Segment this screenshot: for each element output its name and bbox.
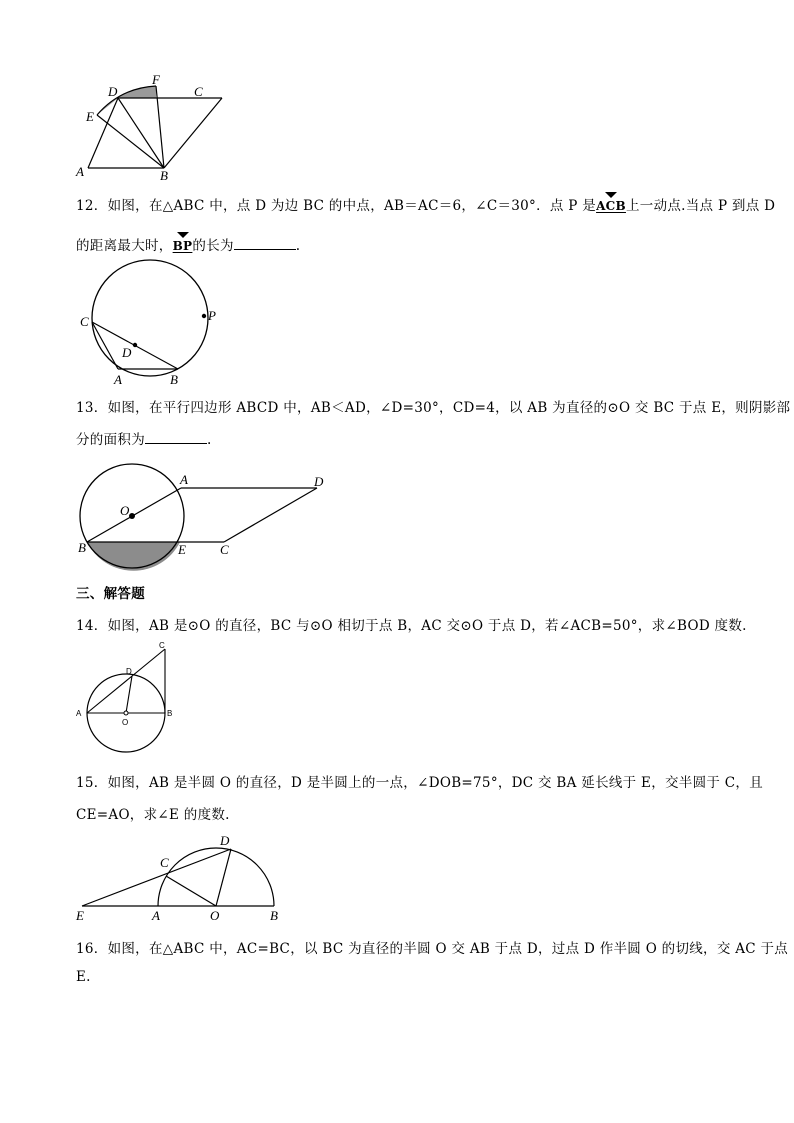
fig12-label-p: P [208, 308, 216, 323]
fig13-label-e: E [178, 542, 186, 557]
q12-line1: 12．如图，在△ABC 中，点 D 为边 BC 的中点，AB＝AC＝6，∠C＝30°．点 P 是ACB上一动点.当点 P 到点 D [76, 198, 776, 214]
fig13-label-a: A [180, 472, 188, 487]
figure-q15 [74, 830, 294, 925]
fig15-label-e: E [76, 908, 84, 923]
fig11-label-b: B [160, 168, 168, 183]
q13-answer-blank [145, 431, 207, 444]
q15-line1: 15．如图，AB 是半圆 O 的直径，D 是半圆上的一点，∠DOB=75°，DC 交 BA 延长线于 E，交半圆于 C，且 [76, 775, 764, 791]
fig11-label-f: F [152, 72, 160, 87]
fig15-label-o: O [210, 908, 220, 923]
fig12-label-a: A [114, 372, 122, 387]
q16-line2: E. [76, 969, 91, 985]
fig14-label-a: A [76, 709, 82, 718]
fig14-label-d: D [126, 667, 132, 676]
fig13-label-c: C [220, 542, 229, 557]
fig12-label-c: C [80, 314, 89, 329]
q14-line1: 14．如图，AB 是⊙O 的直径，BC 与⊙O 相切于点 B，AC 交⊙O 于点 D，若∠ACB=50°，求∠BOD 度数. [76, 618, 747, 634]
q12-line2: 的距离最大时，BP的长为 . [76, 238, 301, 254]
figure-q11 [70, 72, 230, 182]
arc-acb-notation: ACB [596, 199, 626, 213]
fig15-label-c: C [160, 855, 169, 870]
fig14-label-b: B [167, 709, 173, 718]
q13-line1: 13．如图，在平行四边形 ABCD 中，AB＜AD，∠D=30°，CD=4，以 AB 为直径的⊙O 交 BC 于点 E，则阴影部 [76, 400, 791, 416]
figure-q12 [74, 262, 234, 392]
fig15-label-b: B [270, 908, 278, 923]
fig13-label-d: D [314, 474, 324, 489]
q16-line1: 16．如图，在△ABC 中，AC=BC，以 BC 为直径的半圆 O 交 AB 于点 D，过点 D 作半圆 O 的切线，交 AC 于点 [76, 941, 789, 957]
figure-q13 [74, 460, 344, 570]
fig12-label-d: D [122, 345, 132, 360]
fig15-label-d: D [220, 833, 230, 848]
fig15-label-a: A [152, 908, 160, 923]
figure-q14 [74, 640, 184, 760]
arc-bp-notation: BP [172, 239, 193, 253]
section-title-answer-questions: 三、解答题 [76, 586, 145, 602]
fig14-label-o: O [122, 718, 129, 727]
fig11-label-c: C [194, 84, 203, 99]
fig13-label-o: O [120, 503, 130, 518]
fig11-label-e: E [86, 109, 94, 124]
fig13-label-b: B [78, 540, 86, 555]
q13-line2: 分的面积为 . [76, 432, 212, 448]
q12-answer-blank [234, 237, 296, 250]
fig12-label-b: B [170, 372, 178, 387]
fig14-label-c: C [159, 641, 165, 650]
fig11-label-d: D [108, 84, 118, 99]
q15-line2: CE=AO，求∠E 的度数. [76, 807, 230, 823]
fig11-label-a: A [76, 164, 84, 179]
